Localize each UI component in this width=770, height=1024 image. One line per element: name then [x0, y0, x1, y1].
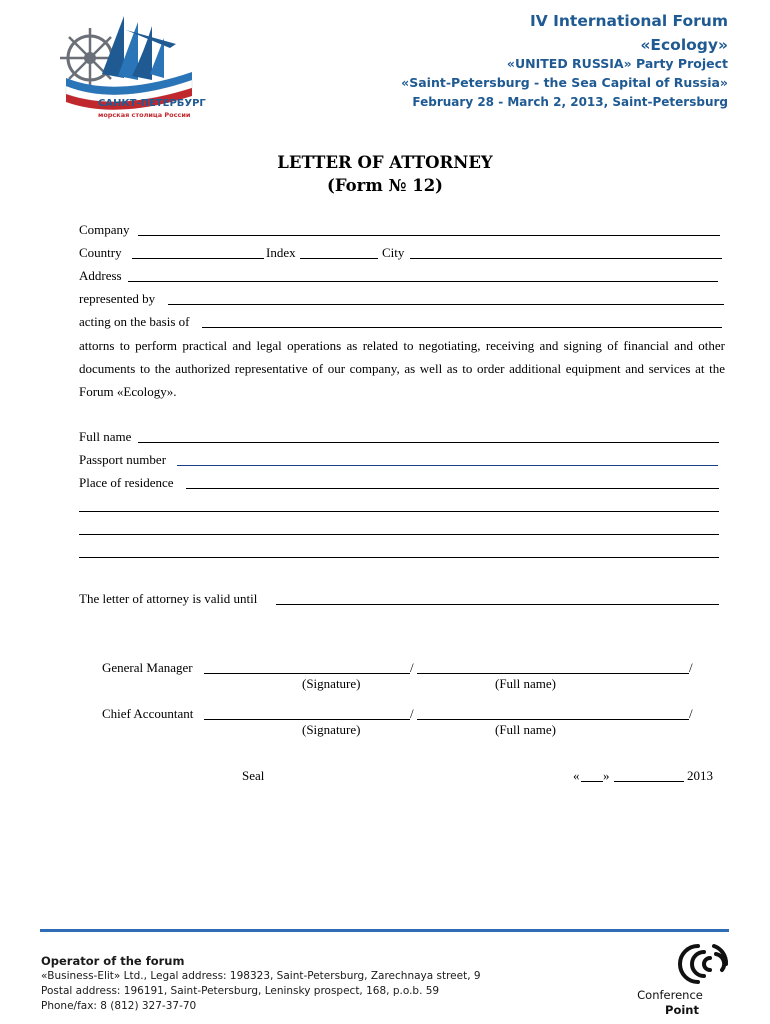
passport-label: Passport number	[79, 452, 167, 467]
residence-label: Place of residence	[79, 475, 174, 490]
country-label: Country	[79, 245, 122, 260]
general-manager-label: General Manager	[102, 660, 193, 675]
gm-signature-caption: (Signature)	[302, 676, 361, 691]
footer-heading: Operator of the forum	[41, 954, 185, 968]
country-field[interactable]	[132, 258, 264, 259]
chief-accountant-signature-field[interactable]	[204, 719, 410, 720]
ca-signature-caption: (Signature)	[302, 722, 361, 737]
conference-point-line1: Conference	[637, 988, 703, 1002]
header-dates: February 28 - March 2, 2013, Saint-Petersburg	[412, 95, 728, 109]
general-manager-slash-end: /	[689, 660, 693, 675]
conference-point-logo	[668, 940, 730, 988]
chief-accountant-slash: /	[410, 706, 414, 721]
residence-extra-line-1[interactable]	[79, 511, 719, 512]
conference-point-line2: Point	[665, 1003, 699, 1017]
index-field[interactable]	[300, 258, 378, 259]
valid-until-label: The letter of attorney is valid until	[79, 591, 258, 606]
date-month-field[interactable]	[614, 781, 684, 782]
header-forum-theme: «Ecology»	[640, 36, 728, 54]
footer-legal-address: «Business-Elit» Ltd., Legal address: 198323, Saint-Petersburg, Zarechnaya street, 9	[41, 970, 481, 982]
full-name-label: Full name	[79, 429, 132, 444]
full-name-field[interactable]	[138, 442, 719, 443]
header-forum-name: IV International Forum	[529, 12, 728, 30]
logo-subtitle: морская столица России	[98, 111, 191, 119]
residence-extra-line-2[interactable]	[79, 534, 719, 535]
header-sea-capital: «Saint-Petersburg - the Sea Capital of Russia»	[401, 75, 728, 90]
chief-accountant-slash-end: /	[689, 706, 693, 721]
date-open-quote: «	[573, 768, 580, 783]
date-year: 2013	[687, 768, 713, 783]
general-manager-slash: /	[410, 660, 414, 675]
general-manager-name-field[interactable]	[417, 673, 689, 674]
address-field[interactable]	[128, 281, 718, 282]
passport-field[interactable]	[177, 465, 718, 466]
company-label: Company	[79, 222, 130, 237]
date-close-quote: »	[603, 768, 610, 783]
gm-full-name-caption: (Full name)	[495, 676, 557, 691]
represented-by-field[interactable]	[168, 304, 724, 305]
represented-by-label: represented by	[79, 291, 156, 306]
authorization-paragraph: attorns to perform practical and legal operations as related to negotiating, receiving and signing of financial and other documents to the authorized representative of our company, as well as to order additional equipment and services at the Forum «Ecology».	[79, 338, 725, 399]
index-label: Index	[266, 245, 296, 260]
city-label: City	[382, 245, 405, 260]
logo-city-name: САНКТ-ПЕТЕРБУРГ	[98, 98, 206, 109]
residence-field[interactable]	[186, 488, 719, 489]
acting-on-basis-label: acting on the basis of	[79, 314, 190, 329]
form-number: (Form № 12)	[327, 176, 443, 195]
general-manager-signature-field[interactable]	[204, 673, 410, 674]
seal-label: Seal	[242, 768, 265, 783]
conference-point-icon	[668, 940, 730, 988]
footer-phone: Phone/fax: 8 (812) 327-37-70	[41, 1000, 197, 1012]
acting-on-basis-field[interactable]	[202, 327, 722, 328]
address-label: Address	[79, 268, 122, 283]
date-day-field[interactable]	[581, 781, 603, 782]
footer-postal-address: Postal address: 196191, Saint-Petersburg, Leninsky prospect, 168, p.o.b. 59	[41, 985, 440, 997]
footer-rule	[40, 929, 729, 932]
city-field[interactable]	[410, 258, 722, 259]
header-party-project: «UNITED RUSSIA» Party Project	[506, 56, 728, 71]
valid-until-field[interactable]	[276, 604, 719, 605]
chief-accountant-name-field[interactable]	[417, 719, 689, 720]
document-title: LETTER OF ATTORNEY	[277, 153, 493, 172]
chief-accountant-label: Chief Accountant	[102, 706, 194, 721]
ca-full-name-caption: (Full name)	[495, 722, 557, 737]
residence-extra-line-3[interactable]	[79, 557, 719, 558]
company-field[interactable]	[138, 235, 720, 236]
